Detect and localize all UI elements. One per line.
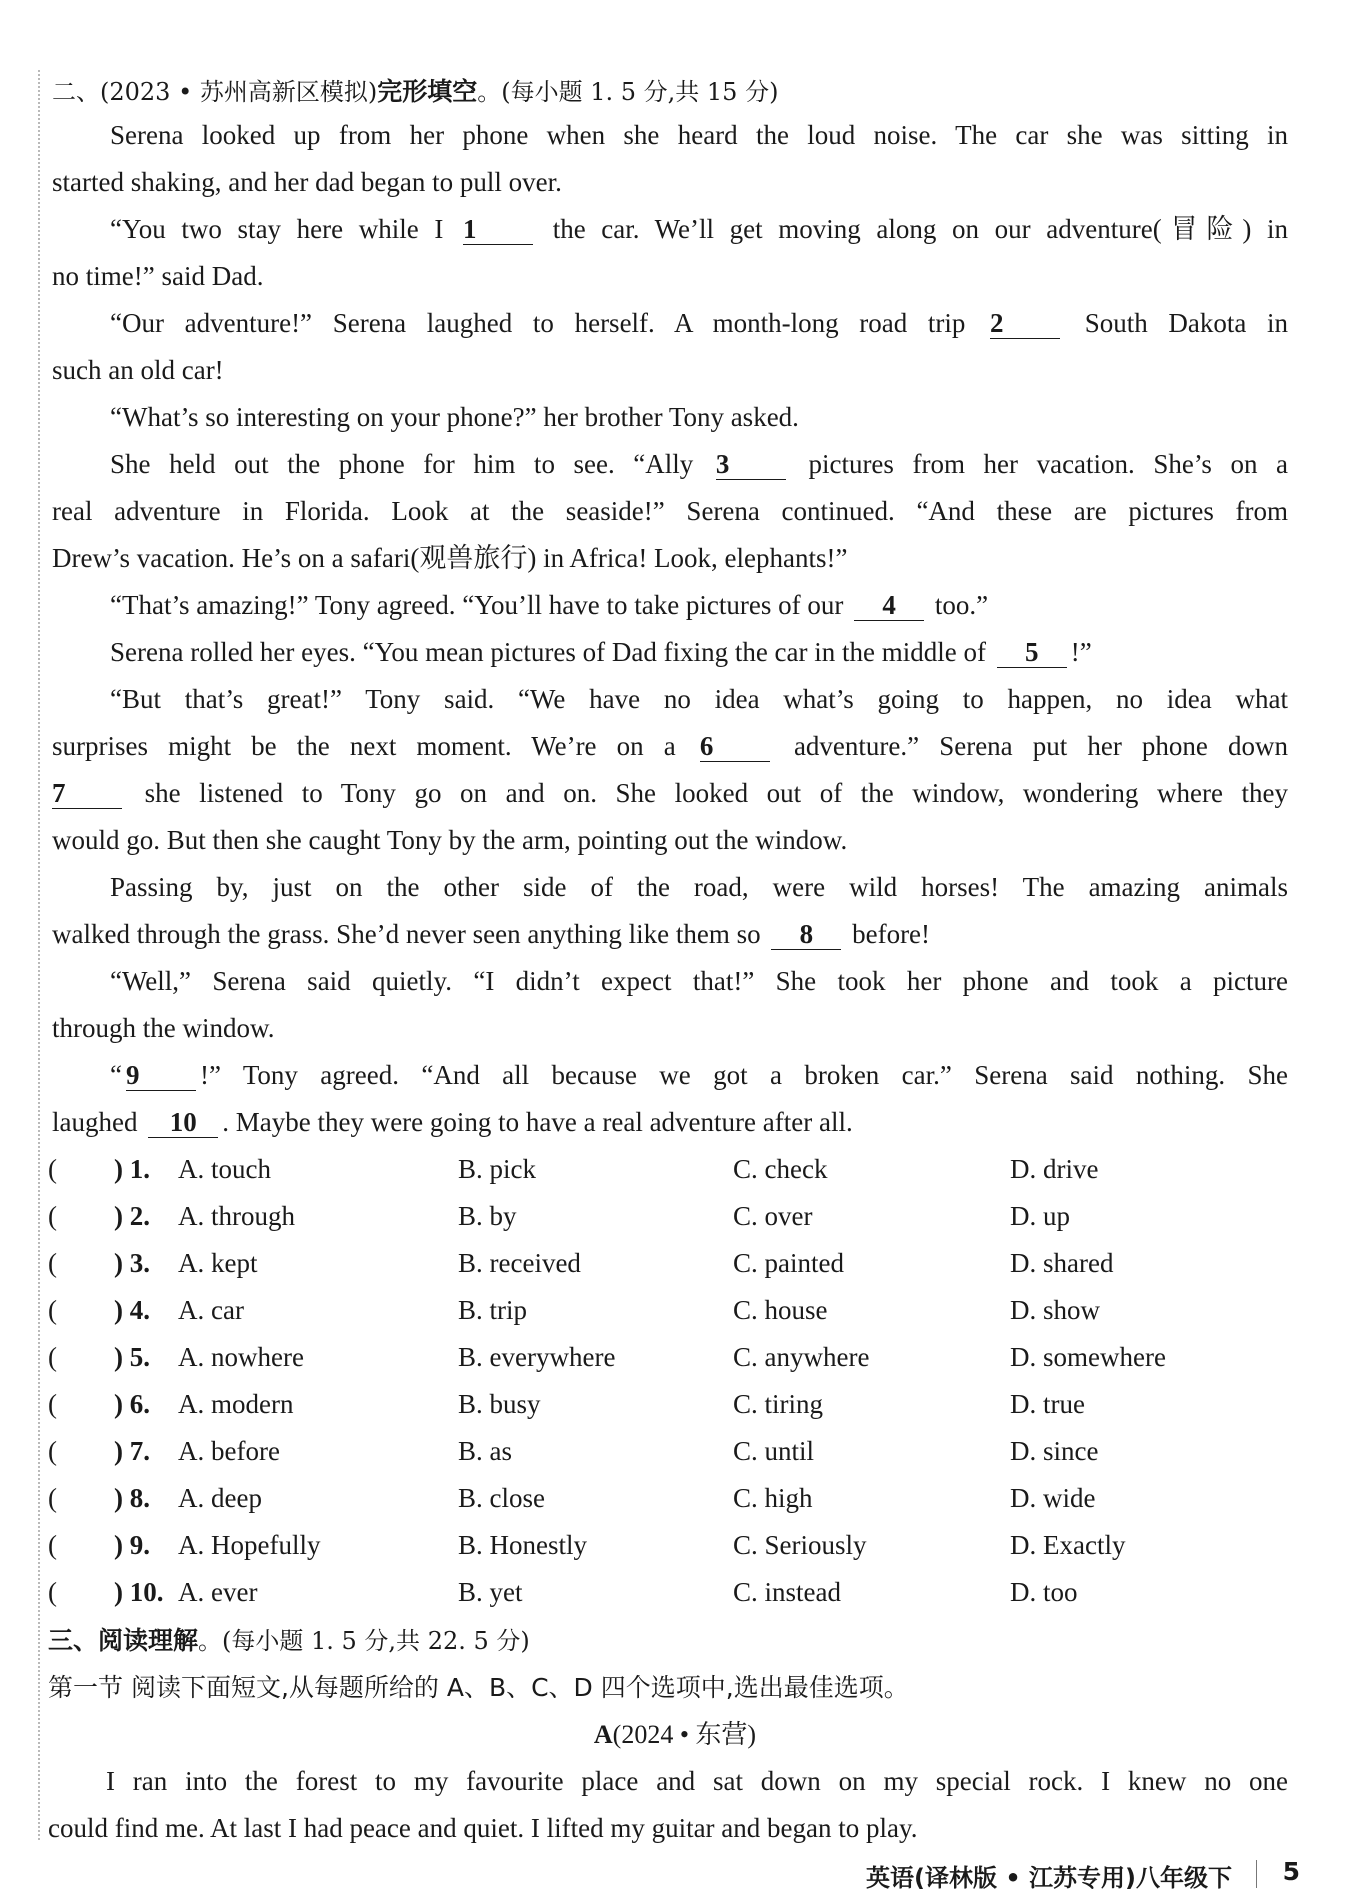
option-c: C. house <box>733 1295 828 1325</box>
option-row <box>48 1287 1288 1334</box>
option-d: D. true <box>1010 1389 1085 1419</box>
passage-line: would go. But then she caught Tony by the arm, pointing out the window. <box>52 825 848 855</box>
book-title: 英语(译林版 • 江苏专用)八年级下 <box>866 1864 1232 1892</box>
option-d: D. up <box>1010 1201 1070 1231</box>
passage-line: She held out the phone for him to see. “Ally 3 pictures from her vacation. She’s on a <box>110 449 1289 479</box>
option-b: B. busy <box>458 1389 541 1419</box>
passage-line: “You two stay here while I 1 the car. We’ll get moving along on our adventure(冒险) in <box>110 214 1288 244</box>
passage-line: Passing by, just on the other side of the road, were wild horses! The amazing animals <box>110 872 1288 902</box>
option-row <box>48 1334 1288 1381</box>
passage-line: laughed 10 . Maybe they were going to have a real adventure after all. <box>52 1107 853 1137</box>
blank-6: 6 <box>700 731 770 762</box>
option-row <box>48 1146 1288 1193</box>
passage-line: such an old car! <box>52 355 224 385</box>
answer-bracket: ( <box>48 1389 57 1419</box>
answer-bracket: ( <box>48 1248 57 1278</box>
option-c: C. Seriously <box>733 1530 867 1560</box>
footer-divider <box>1256 1860 1257 1888</box>
passage-line: “ 9 !” Tony agreed. “And all because we got a broken car.” Serena said nothing. She <box>110 1060 1288 1090</box>
option-b: B. yet <box>458 1577 523 1607</box>
option-a: A. through <box>178 1201 295 1231</box>
passage-line: surprises might be the next moment. We’re on a 6 adventure.” Serena put her phone down <box>52 731 1289 761</box>
question-number: ) 3. <box>114 1248 150 1278</box>
section-3-title: 三、阅读理解 <box>48 1626 199 1655</box>
passage-line: Serena rolled her eyes. “You mean pictures of Dad fixing the car in the middle of 5 !” <box>110 637 1092 667</box>
passage-line: walked through the grass. She’d never seen anything like them so 8 before! <box>52 919 931 949</box>
question-number: ) 9. <box>114 1530 150 1560</box>
blank-2: 2 <box>990 308 1060 339</box>
option-d: D. since <box>1010 1436 1099 1466</box>
answer-bracket: ( <box>48 1530 57 1560</box>
part-1-instruction: 第一节 阅读下面短文,从每题所给的 A、B、C、D 四个选项中,选出最佳选项。 <box>48 1673 909 1702</box>
reading-line: could find me. At last I had peace and quiet. I lifted my guitar and began to play. <box>48 1813 918 1843</box>
option-d: D. Exactly <box>1010 1530 1126 1560</box>
blank-7: 7 <box>52 778 122 809</box>
option-d: D. wide <box>1010 1483 1096 1513</box>
passage-line: “Our adventure!” Serena laughed to herself. A month-long road trip 2 South Dakota in <box>110 308 1288 338</box>
option-a: A. before <box>178 1436 280 1466</box>
option-a: A. deep <box>178 1483 262 1513</box>
section-2-heading <box>52 68 1288 116</box>
blank-4: 4 <box>854 590 924 621</box>
option-a: A. kept <box>178 1248 258 1278</box>
option-d: D. shared <box>1010 1248 1114 1278</box>
passage-line: Drew’s vacation. He’s on a safari(观兽旅行) in Africa! Look, elephants!” <box>52 543 848 573</box>
passage-line: “Well,” Serena said quietly. “I didn’t expect that!” She took her phone and took a picture <box>110 966 1288 996</box>
answer-bracket: ( <box>48 1342 57 1372</box>
option-d: D. somewhere <box>1010 1342 1166 1372</box>
option-c: C. instead <box>733 1577 841 1607</box>
option-c: C. high <box>733 1483 813 1513</box>
question-number: ) 8. <box>114 1483 150 1513</box>
option-row <box>48 1381 1288 1428</box>
option-a: A. nowhere <box>178 1342 304 1372</box>
passage-line: “What’s so interesting on your phone?” her brother Tony asked. <box>110 402 799 432</box>
option-row <box>48 1193 1288 1240</box>
option-c: C. painted <box>733 1248 844 1278</box>
answer-bracket: ( <box>48 1295 57 1325</box>
option-b: B. received <box>458 1248 581 1278</box>
reading-a-title: A(2024 • 东营) <box>593 1720 757 1749</box>
question-number: ) 6. <box>114 1389 150 1419</box>
option-b: B. as <box>458 1436 512 1466</box>
option-row <box>48 1522 1288 1569</box>
option-d: D. too <box>1010 1577 1078 1607</box>
option-b: B. by <box>458 1201 517 1231</box>
option-a: A. touch <box>178 1154 271 1184</box>
option-c: C. anywhere <box>733 1342 870 1372</box>
option-a: A. car <box>178 1295 244 1325</box>
option-c: C. check <box>733 1154 828 1184</box>
section-2-title: 完形填空 <box>377 77 478 106</box>
section-2-prefix: 二、(2023 • 苏州高新区模拟) <box>52 78 378 106</box>
left-margin-rule <box>38 70 40 1840</box>
option-b: B. Honestly <box>458 1530 588 1560</box>
option-row <box>48 1428 1288 1475</box>
section-3-points: 。(每小题 1. 5 分,共 22. 5 分) <box>198 1627 530 1655</box>
option-c: C. tiring <box>733 1389 824 1419</box>
option-d: D. show <box>1010 1295 1101 1325</box>
option-d: D. drive <box>1010 1154 1099 1184</box>
page-number: 5 <box>1282 1857 1300 1886</box>
blank-8: 8 <box>771 919 841 950</box>
option-a: A. ever <box>178 1577 258 1607</box>
option-c: C. until <box>733 1436 815 1466</box>
passage-line: real adventure in Florida. Look at the seaside!” Serena continued. “And these are pictures from <box>52 496 1288 526</box>
blank-9: 9 <box>126 1060 196 1091</box>
passage-line: through the window. <box>52 1013 275 1043</box>
passage-line: “But that’s great!” Tony said. “We have no idea what’s going to happen, no idea what <box>110 684 1288 714</box>
question-number: ) 7. <box>114 1436 150 1466</box>
question-number: ) 10. <box>114 1577 164 1607</box>
option-row <box>48 1475 1288 1522</box>
passage-line: started shaking, and her dad began to pull over. <box>52 167 562 197</box>
answer-bracket: ( <box>48 1436 57 1466</box>
blank-5: 5 <box>997 637 1067 668</box>
passage-line: “That’s amazing!” Tony agreed. “You’ll have to take pictures of our 4 too.” <box>110 590 989 620</box>
passage-line: no time!” said Dad. <box>52 261 264 291</box>
option-row <box>48 1569 1288 1616</box>
blank-1: 1 <box>463 214 533 245</box>
option-a: A. modern <box>178 1389 294 1419</box>
option-b: B. close <box>458 1483 545 1513</box>
answer-bracket: ( <box>48 1201 57 1231</box>
option-row <box>48 1240 1288 1287</box>
question-number: ) 2. <box>114 1201 150 1231</box>
option-b: B. trip <box>458 1295 528 1325</box>
option-b: B. pick <box>458 1154 536 1184</box>
answer-bracket: ( <box>48 1154 57 1184</box>
blank-3: 3 <box>716 449 786 480</box>
option-b: B. everywhere <box>458 1342 616 1372</box>
page-footer <box>0 1852 1350 1896</box>
answer-bracket: ( <box>48 1577 57 1607</box>
section-2-points: 。(每小题 1. 5 分,共 15 分) <box>477 78 779 106</box>
option-a: A. Hopefully <box>178 1530 321 1560</box>
question-number: ) 5. <box>114 1342 150 1372</box>
answer-bracket: ( <box>48 1483 57 1513</box>
passage-line: Serena looked up from her phone when she heard the loud noise. The car she was sitting in <box>110 120 1288 150</box>
section-3-heading <box>48 1617 1284 1665</box>
blank-10: 10 <box>148 1107 218 1138</box>
question-number: ) 1. <box>114 1154 150 1184</box>
reading-line: I ran into the forest to my favourite place and sat down on my special rock. I knew no one <box>106 1766 1288 1796</box>
question-number: ) 4. <box>114 1295 150 1325</box>
option-c: C. over <box>733 1201 813 1231</box>
passage-line: 7 she listened to Tony go on and on. She looked out of the window, wondering where they <box>52 778 1289 808</box>
